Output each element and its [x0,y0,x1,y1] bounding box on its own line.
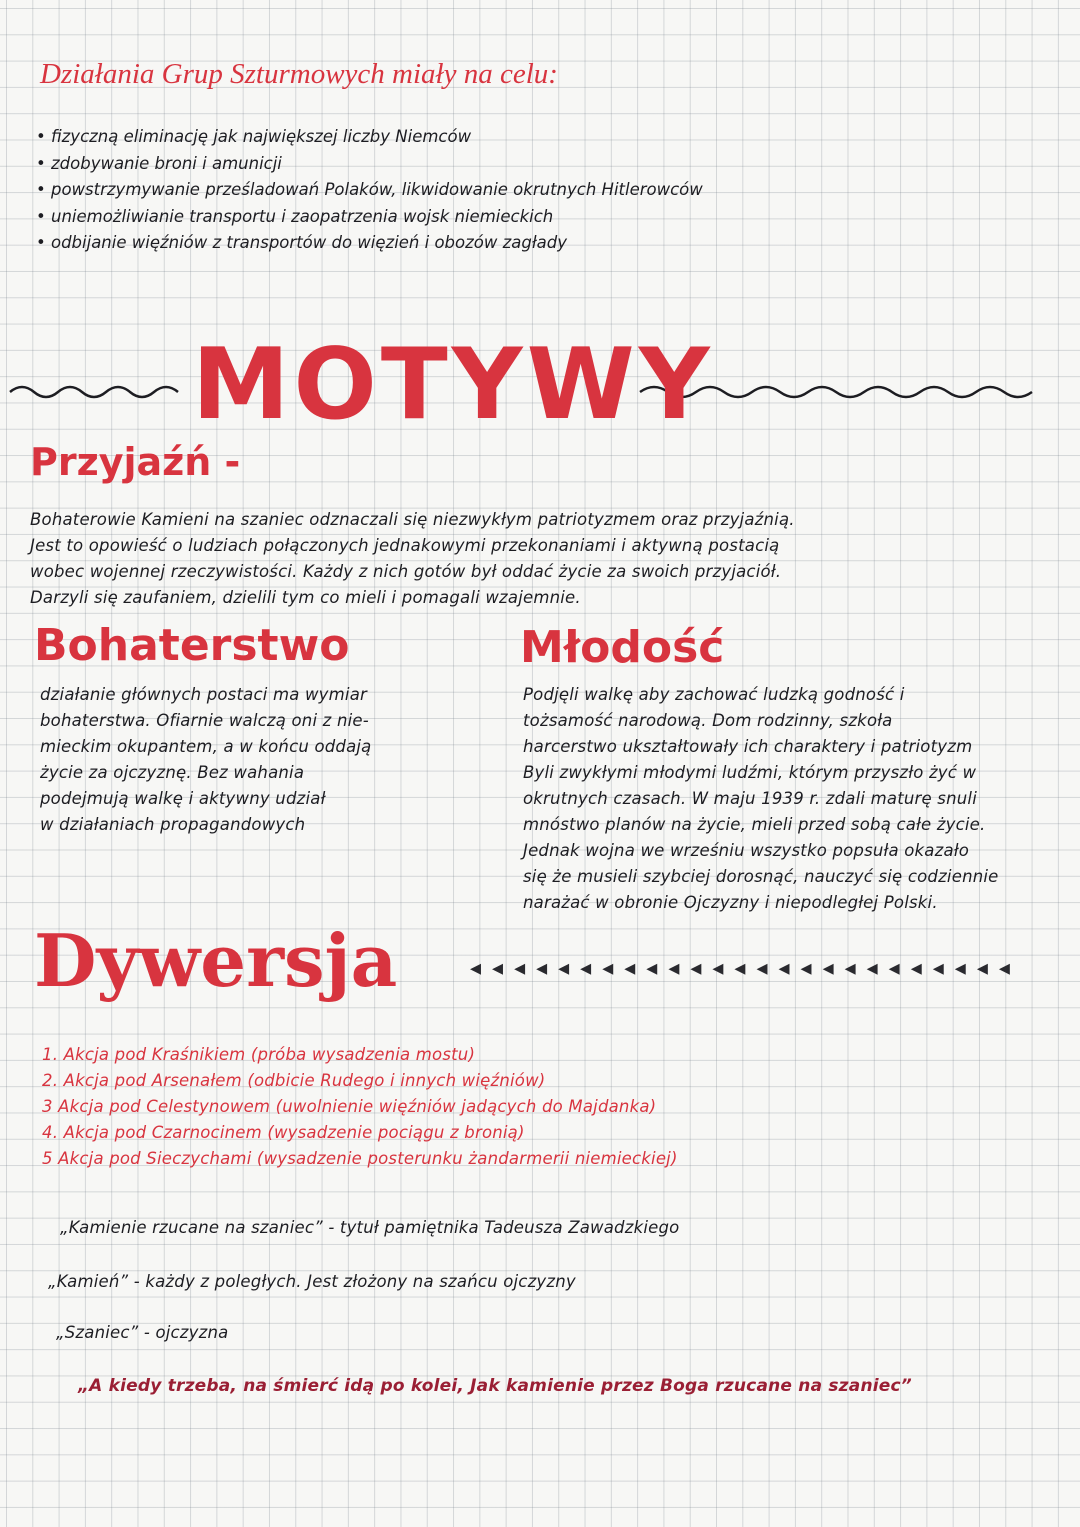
arrow-icon: ◂ ◂ ◂ ◂ ◂ ◂ ◂ ◂ ◂ ◂ ◂ ◂ ◂ ◂ ◂ ◂ ◂ ◂ ◂ ◂ ◂ ◂ ◂ ◂ ◂ [470,956,1012,981]
bullet-item: • powstrzymywanie prześladowań Polaków, likwidowanie okrutnych Hitlerowców [36,180,703,199]
dywersja-heading: Dywersja [34,918,398,1003]
text-line: wobec wojennej rzeczywistości. Każdy z nich gotów był oddać życie za swoich przyjaciół. [30,562,782,581]
note-kamien: „Kamień” - każdy z poległych. Jest złożony na szańcu ojczyzny [48,1272,576,1291]
note-title: „Kamienie rzucane na szaniec” - tytuł pamiętnika Tadeusza Zawadzkiego [60,1218,680,1237]
motywy-heading: MOTYWY [192,328,714,442]
mlodosc-paragraph [523,682,999,916]
intro-title: Działania Grup Szturmowych miały na celu: [40,58,558,90]
text-line: Byli zwykłymi młodymi ludźmi, którym przyszło żyć w [523,763,977,782]
text-line: Podjęli walkę aby zachować ludzką godność i [523,685,905,704]
text-line: się że musieli szybciej dorosnąć, nauczyć się codziennie [523,867,999,886]
text-line: życie za ojczyznę. Bez wahania [40,763,305,782]
bullet-item: • zdobywanie broni i amunicji [36,153,282,173]
text-line: harcerstwo ukształtowały ich charaktery i patriotyzm [523,737,973,756]
text-line: okrutnych czasach. W maju 1939 r. zdali maturę snuli [523,789,977,808]
mlodosc-heading: Młodość [520,622,725,673]
quote: „A kiedy trzeba, na śmierć idą po kolei, Jak kamienie przez Boga rzucane na szaniec” [78,1376,912,1396]
text-line: Jest to opowieść o ludziach połączonych jednakowymi przekonaniami i aktywną postacią [30,536,780,555]
text-line: mnóstwo planów na życie, mieli przed sobą całe życie. [523,815,986,834]
note-szaniec: „Szaniec” - ojczyzna [56,1323,229,1342]
list-item: 2. Akcja pod Arsenałem (odbicie Rudego i innych więźniów) [42,1071,546,1090]
list-item: 5 Akcja pod Sieczychami (wysadzenie posterunku żandarmerii niemieckiej) [42,1149,678,1168]
text-line: Jednak wojna we wrześniu wszystko popsuła okazało [523,841,970,860]
text-line: Bohaterowie Kamieni na szaniec odznaczali się niezwykłym patriotyzmem oraz przyjaźnią. [30,510,795,529]
bohaterstwo-heading: Bohaterstwo [34,620,350,671]
list-item: 1. Akcja pod Kraśnikiem (próba wysadzenia mostu) [42,1045,476,1064]
przyjazn-heading: Przyjaźń - [30,440,241,484]
dywersja-list [42,1042,678,1172]
przyjazn-paragraph [30,507,795,611]
text-line: mieckim okupantem, a w końcu oddają [40,737,372,756]
text-line: działanie głównych postaci ma wymiar [40,685,368,704]
arrow-line-icon [470,956,1012,981]
text-line: w działaniach propagandowych [40,815,306,834]
bullet-item: • uniemożliwianie transportu i zaopatrzenia wojsk niemieckich [36,206,554,226]
text-line: bohaterstwa. Ofiarnie walczą oni z nie- [40,711,369,730]
intro-bullets [36,124,703,257]
text-line: podejmują walkę i aktywny udział [40,789,326,808]
text-line: Darzyli się zaufaniem, dzielili tym co mieli i pomagali wzajemnie. [30,588,581,607]
bullet-item: • fizyczną eliminację jak największej liczby Niemców [36,127,472,146]
text-line: narażać w obronie Ojczyzny i niepodległej Polski. [523,893,938,912]
text-line: tożsamość narodową. Dom rodzinny, szkoła [523,711,893,730]
list-item: 3 Akcja pod Celestynowem (uwolnienie więźniów jadących do Majdanka) [42,1097,657,1116]
bohaterstwo-paragraph [40,682,372,838]
bullet-item: • odbijanie więźniów z transportów do więzień i obozów zagłady [36,233,567,252]
list-item: 4. Akcja pod Czarnocinem (wysadzenie pociągu z bronią) [42,1123,525,1142]
